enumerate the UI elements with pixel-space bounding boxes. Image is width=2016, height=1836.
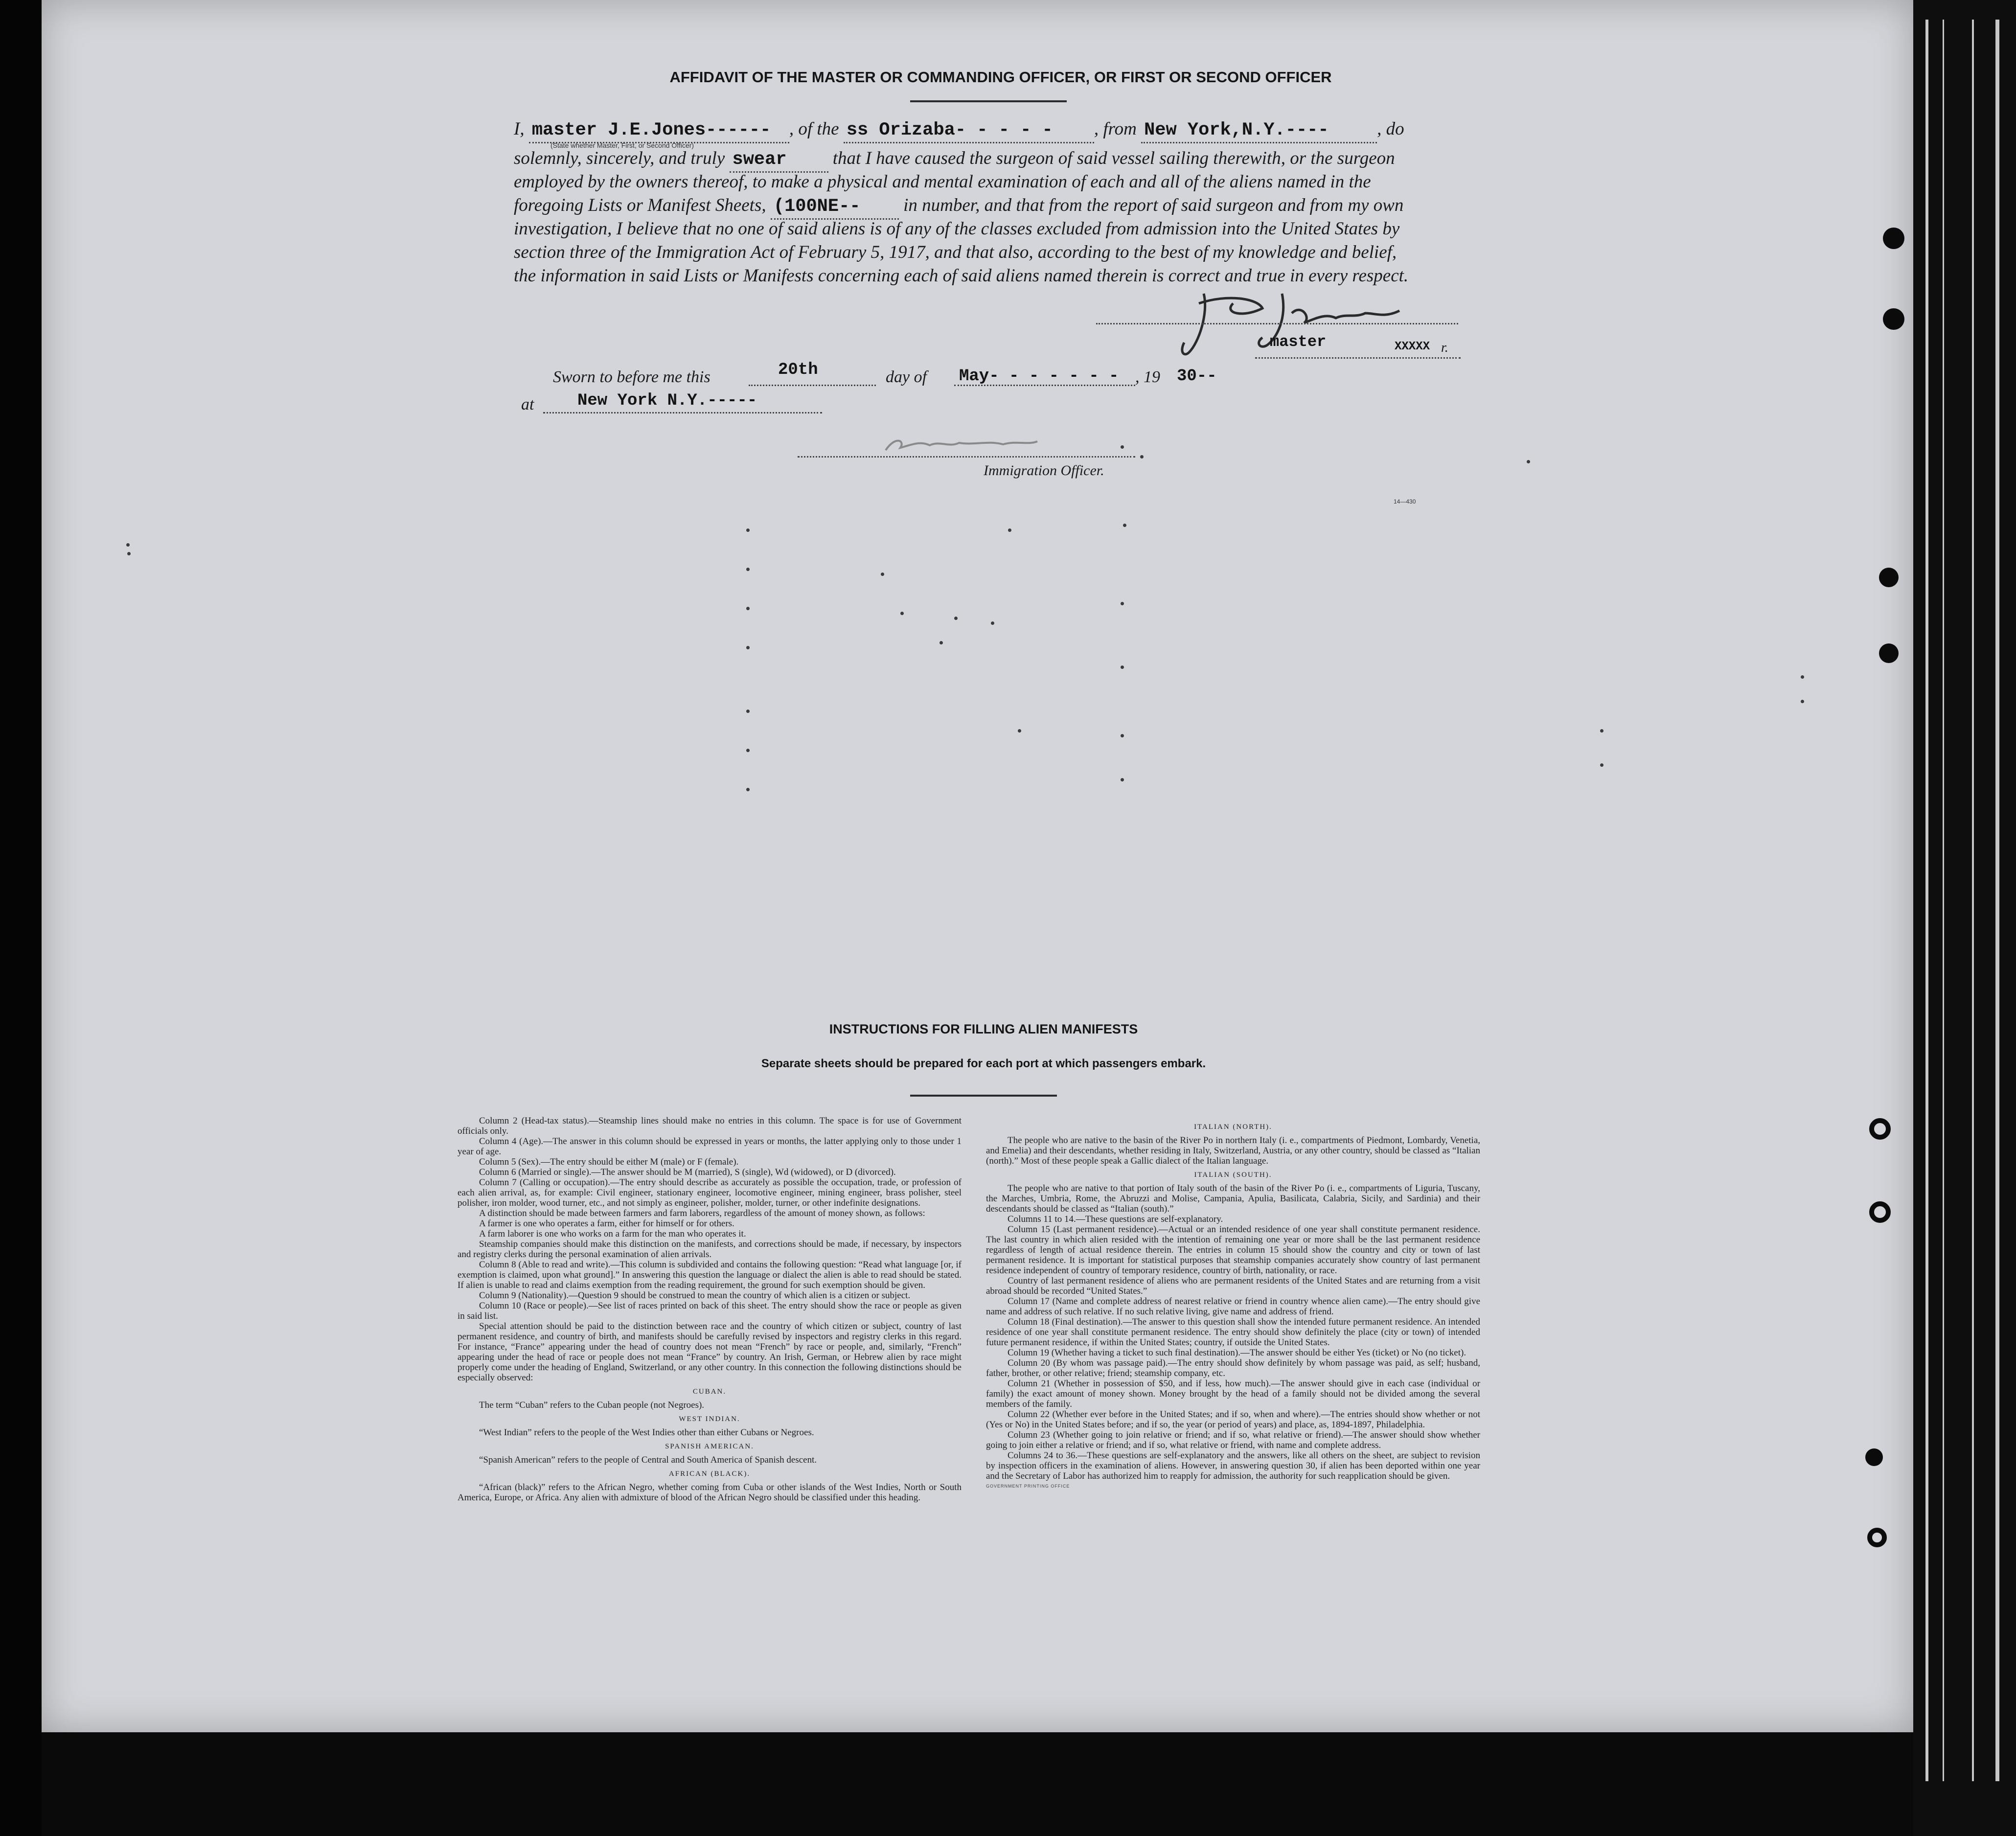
bleed-dot xyxy=(1008,528,1011,532)
sworn-place-line xyxy=(543,412,822,413)
instruction-paragraph: A farmer is one who operates a farm, either for himself or for others. xyxy=(479,1218,734,1229)
instruction-paragraph: Special attention should be paid to the distinction between race and the country of which citizen or subject, country of last permanent residence, and country of birth, and manifests should be carefully revised by inspectors and registry clerks in this regard. For instance, “France” appearing under the head of country does not mean “French” by race or people, and, similarly, “French” appearing under the head of race or people does not mean “France” by country. An Irish, German, or Hebrew alien by race might properly come under the heading of England, Switzerland, or any other country. In this connection the following distinctions should be especially observed: xyxy=(458,1321,962,1383)
officer-name-field: master J.E.Jones------ xyxy=(529,118,789,143)
instructions-left-column xyxy=(458,1116,962,1503)
instruction-paragraph: Column 4 (Age).—The answer in this column should be expressed in years or months, the latter applying only to those under 1 year of age. xyxy=(458,1136,962,1157)
instructions-title-rule xyxy=(910,1095,1057,1097)
immigration-officer-signature xyxy=(876,426,1047,465)
instruction-paragraph: Column 21 (Whether in possession of $50, and if less, how much).—The answer should give in each case (individual or family) the exact amount of money shown. Money brought by the head of a family should not be divided among the several members of the family. xyxy=(986,1378,1480,1409)
section-text-spanish-american: “Spanish American” refers to the people of Central and South America of Spanish descent. xyxy=(479,1455,817,1465)
affidavit-line-4: foregoing Lists or Manifest Sheets, (100NE-- in number, and that from the report of said surgeon and from my own xyxy=(514,194,1458,220)
bleed-dot xyxy=(127,552,131,555)
scan-border-bottom xyxy=(42,1732,1913,1836)
bleed-dot xyxy=(1123,524,1126,527)
instruction-paragraph: A distinction should be made between farmers and farm laborers, regardless of the amount of money shown, as follows: xyxy=(479,1208,925,1218)
section-text-italian-north: The people who are native to the basin of the River Po in northern Italy (i. e., compartments of Piedmont, Lombardy, Venetia, and Emelia) and their descendants, whether residing in Italy, Switzerland, Austria, or any other country, should be classed as “Italian (north).” Most of these people speak a Gallic dialect of the Italian language. xyxy=(986,1135,1480,1166)
binder-hole-icon xyxy=(1883,228,1904,249)
oath-word-field: swear xyxy=(730,148,828,173)
bleed-dot xyxy=(126,543,130,547)
instruction-paragraph: Column 2 (Head-tax status).—Steamship lines should make no entries in this column. The space is for use of Government officials only. xyxy=(458,1116,962,1136)
at-label: at xyxy=(521,395,534,413)
instruction-paragraph: Column 5 (Sex).—The entry should be either M (male) or F (female). xyxy=(479,1157,739,1167)
signer-title-line xyxy=(1255,357,1461,359)
binder-hole-icon xyxy=(1879,568,1899,587)
bleed-dot xyxy=(1121,445,1124,449)
instruction-paragraph: Country of last permanent residence of aliens who are permanent residents of the United States and are returning from a visit abroad should be recorded “United States.” xyxy=(986,1276,1480,1296)
master-signature-line xyxy=(1096,323,1458,324)
instruction-paragraph: Column 8 (Able to read and write).—This column is subdivided and contains the following question: “Read what language [or, if exemption is claimed, upon what ground].” In answering this question the language or dialect the alien is able to read should be stated. If alien is unable to read and claims exemption from the reading requirement, the ground for such exemption should be given. xyxy=(458,1260,962,1290)
bleed-dot xyxy=(746,646,750,649)
bleed-dot xyxy=(991,621,994,625)
bleed-dot xyxy=(746,710,750,713)
affidavit-line-6: section three of the Immigration Act of February 5, 1917, and that also, according to the best of my knowledge and belief, xyxy=(514,242,1397,262)
sworn-day-line xyxy=(749,385,876,386)
bleed-dot xyxy=(1121,666,1124,669)
binder-hole-icon xyxy=(1883,308,1904,330)
bleed-dot xyxy=(1801,700,1804,703)
bleed-dot xyxy=(746,607,750,610)
bleed-dot xyxy=(1140,455,1144,459)
sworn-year: 30-- xyxy=(1177,367,1217,386)
bleed-dot xyxy=(881,573,884,576)
bleed-dot xyxy=(746,788,750,791)
sworn-prefix: Sworn to before me this xyxy=(553,368,710,386)
affidavit-title: AFFIDAVIT OF THE MASTER OR COMMANDING OFFICER, OR FIRST OR SECOND OFFICER xyxy=(669,69,1332,86)
bleed-dot xyxy=(939,641,943,644)
instruction-paragraph: Columns 11 to 14.—These questions are self-explanatory. xyxy=(1008,1214,1223,1224)
vessel-name-field: ss Orizaba- - - - - xyxy=(844,118,1094,143)
sworn-day: 20th xyxy=(778,361,818,379)
instruction-paragraph: Column 6 (Married or single).—The answer should be M (married), S (single), Wd (widowed), or D (divorced). xyxy=(479,1167,896,1177)
binder-ring-icon xyxy=(1869,1201,1891,1223)
bleed-dot xyxy=(1801,675,1804,679)
section-text-west-indian: “West Indian” refers to the people of the West Indies other than either Cubans or Negroes. xyxy=(479,1427,814,1438)
bleed-dot xyxy=(1527,460,1530,463)
section-text-italian-south: The people who are native to that portion of Italy south of the basin of the River Po (i. e., compartments of Liguria, Tuscany, the Marches, Umbria, Rome, the Abruzzi and Molise, Campania, Apulia, Basilicata, Calabria, Sicily, and Sardinia) and their descendants should be classed as “Italian (south).” xyxy=(986,1183,1480,1214)
bleed-dot xyxy=(1121,778,1124,781)
instruction-paragraph: Column 10 (Race or people).—See list of races printed on back of this sheet. The entry should show the race or people as given in said list. xyxy=(458,1301,962,1321)
section-heading-cuban: CUBAN. xyxy=(692,1388,727,1396)
bleed-dot xyxy=(1121,734,1124,737)
instruction-paragraph: Column 18 (Final destination).—The answer to this question shall show the intended future permanent residence. An intended residence of one year shall constitute permanent residence. The entry should show definitely the place (city or town) of intended future permanent residence, if within the United States; country, if outside the United States. xyxy=(986,1317,1480,1348)
instruction-paragraph: Column 19 (Whether having a ticket to such final destination).—The answer should be either Yes (ticket) or No (no ticket). xyxy=(1008,1348,1466,1358)
binder-ring-icon xyxy=(1869,1118,1891,1140)
sheet-count-field: (100NE-- xyxy=(771,195,899,220)
instruction-paragraph: Steamship companies should make this distinction on the manifests, and corrections should be made, if necessary, by inspectors and registry clerks during the personal examination of alien arrivals. xyxy=(458,1239,962,1260)
instruction-paragraph: Column 9 (Nationality).—Question 9 should be construed to mean the country of which alien is a citizen or subject. xyxy=(479,1290,911,1301)
bleed-dot xyxy=(900,612,904,615)
departure-port-field: New York,N.Y.---- xyxy=(1141,118,1377,143)
instructions-right-column xyxy=(986,1118,1480,1492)
instruction-paragraph: Column 17 (Name and complete address of nearest relative or friend in country whence alien came).—The entry should give name and address of such relative. If no such relative living, give name and address of friend. xyxy=(986,1296,1480,1317)
affidavit-line-3: employed by the owners thereof, to make a physical and mental examination of each and all of the aliens named in the xyxy=(514,172,1371,192)
instruction-paragraph: A farm laborer is one who works on a farm for the man who operates it. xyxy=(479,1229,746,1239)
signer-title-suffix: r. xyxy=(1441,340,1448,355)
instruction-paragraph: Column 20 (By whom was passage paid).—The entry should show definitely by whom passage was paid, as self; husband, father, brother, or other relative; friend; steamship company, etc. xyxy=(986,1358,1480,1378)
section-text-african: “African (black)” refers to the African Negro, whether coming from Cuba or other islands of the West Indies, North or South America, Europe, or Africa. Any alien with admixture of blood of the African Negro should be classified under this heading. xyxy=(458,1482,962,1503)
signer-title: master xyxy=(1270,333,1327,351)
bleed-dot xyxy=(746,528,750,532)
section-heading-african: AFRICAN (BLACK). xyxy=(668,1470,751,1478)
sworn-day-of: day of xyxy=(886,368,927,386)
sworn-month: May- - - - - - - xyxy=(959,367,1119,386)
instruction-paragraph: Columns 24 to 36.—These questions are self-explanatory and the answers, like all others on the sheet, are subject to revision by inspection officers in the examination of aliens. However, in answering question 30, if alien has been deported within one year and the Secretary of Labor has authorized him to reapply for admission, the authority for such reapplication should be given. xyxy=(986,1450,1480,1481)
officer-caption: (State whether Master, First, or Second Officer) xyxy=(550,141,694,149)
immigration-officer-line xyxy=(798,456,1135,458)
signer-title-struck: XXXXX xyxy=(1395,340,1430,353)
binder-edge xyxy=(1913,0,2016,1836)
instructions-subtitle: Separate sheets should be prepared for each port at which passengers embark. xyxy=(761,1057,1206,1070)
instructions-title: INSTRUCTIONS FOR FILLING ALIEN MANIFESTS xyxy=(829,1022,1138,1036)
immigration-officer-label: Immigration Officer. xyxy=(984,462,1104,479)
bleed-dot xyxy=(954,617,958,620)
binder-hole-icon xyxy=(1879,643,1899,663)
instruction-paragraph: Column 23 (Whether going to join relative or friend; and if so, what relative or friend).—The answer should show whether going to join either a relative or friend; and if so, what relative or friend, with name and complete address. xyxy=(986,1430,1480,1450)
binder-ring-icon xyxy=(1867,1528,1887,1547)
sworn-month-line xyxy=(954,385,1135,386)
affidavit-line-7: the information in said Lists or Manifests concerning each of said aliens named therein is correct and true in every respect. xyxy=(514,266,1409,286)
bleed-dot xyxy=(1600,729,1604,733)
bleed-dot xyxy=(746,749,750,752)
printer-note: GOVERNMENT PRINTING OFFICE xyxy=(986,1484,1070,1489)
section-heading-italian-south: ITALIAN (SOUTH). xyxy=(1194,1171,1272,1179)
affidavit-line-2: solemnly, sincerely, and truly swear that I have caused the surgeon of said vessel sailing therewith, or the surgeon xyxy=(514,147,1458,173)
section-heading-italian-north: ITALIAN (NORTH). xyxy=(1194,1123,1272,1131)
section-heading-spanish-american: SPANISH AMERICAN. xyxy=(665,1443,754,1450)
bleed-dot xyxy=(746,568,750,571)
bleed-dot xyxy=(1600,763,1604,767)
section-text-cuban: The term “Cuban” refers to the Cuban people (not Negroes). xyxy=(479,1400,705,1410)
affidavit-line-1: I, master J.E.Jones------ , of the ss Orizaba- - - - - , from New York,N.Y.---- , do xyxy=(514,117,1458,143)
bleed-dot xyxy=(1018,729,1021,733)
affidavit-title-rule xyxy=(910,100,1067,102)
instruction-paragraph: Column 22 (Whether ever before in the United States; and if so, when and where).—The entries should show whether or not (Yes or No) in the United States before; and if so, the year (or period of years) and place, as, 1894-1897, Philadelphia. xyxy=(986,1409,1480,1430)
bleed-dot xyxy=(1121,602,1124,605)
binder-hole-icon xyxy=(1865,1448,1883,1466)
instruction-paragraph: Column 7 (Calling or occupation).—The entry should describe as accurately as possible the occupation, trade, or profession of each alien arrival, as, for example: Civil engineer, stationary engineer, locomotive engineer, mining engineer, brass polisher, steel polisher, iron molder, wood turner, etc., and not simply as engineer, polisher, molder, turner, or other indefinite designations. xyxy=(458,1177,962,1208)
section-heading-west-indian: WEST INDIAN. xyxy=(679,1415,740,1423)
sworn-place: New York N.Y.----- xyxy=(577,391,757,410)
sworn-year-prefix: , 19 xyxy=(1135,368,1160,386)
affidavit-line-5: investigation, I believe that no one of said aliens is of any of the classes excluded from admission into the United States by xyxy=(514,219,1400,239)
instruction-paragraph: Column 15 (Last permanent residence).—Actual or an intended residence of one year shall constitute permanent residence. The last country in which alien resided with the intention of remaining one year or more shall be the last permanent residence regardless of length of actual residence therein. The entries in column 15 should show the country and city or town of last permanent residence. It is important for statistical purposes that steamship companies accurately show country of last permanent residence independent of country of temporary residence, country of birth, nationality, or race. xyxy=(986,1224,1480,1276)
form-number: 14—430 xyxy=(1394,498,1416,505)
